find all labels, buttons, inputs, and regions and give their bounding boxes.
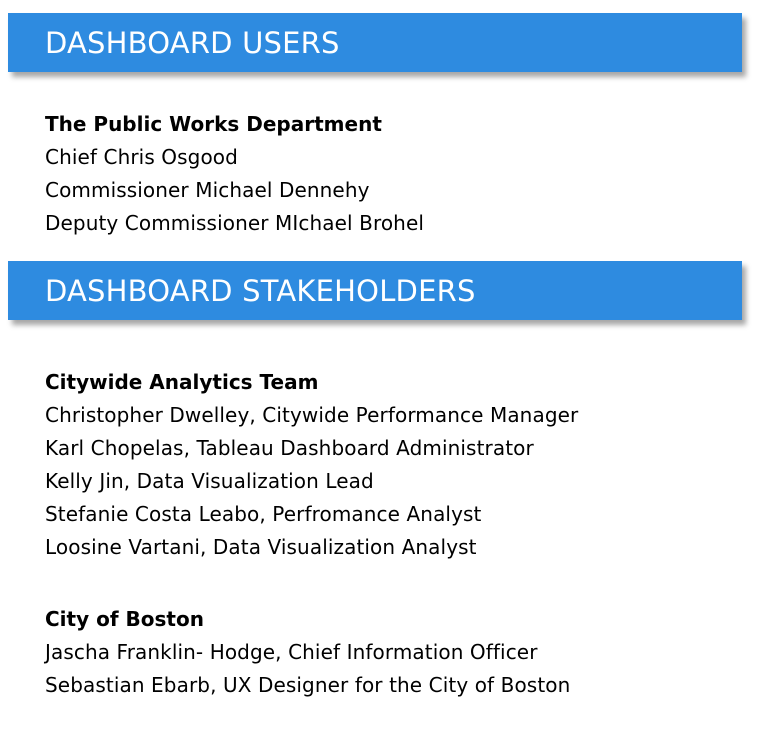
public-works-group <box>45 108 424 240</box>
stakeholder-entry: Christopher Dwelley, Citywide Performance Manager <box>45 403 579 427</box>
stakeholder-entry: Stefanie Costa Leabo, Perfromance Analyst <box>45 502 482 526</box>
citywide-analytics-group <box>45 366 578 564</box>
dashboard-stakeholders-heading: DASHBOARD STAKEHOLDERS <box>45 274 476 308</box>
stakeholder-entry: Loosine Vartani, Data Visualization Analyst <box>45 535 477 559</box>
stakeholder-entry: Jascha Franklin- Hodge, Chief Information Officer <box>45 640 538 664</box>
dashboard-stakeholders-banner <box>8 261 742 320</box>
stakeholder-entry: Karl Chopelas, Tableau Dashboard Administrator <box>45 436 534 460</box>
dashboard-users-banner <box>8 13 742 72</box>
group-title: The Public Works Department <box>45 112 382 136</box>
user-entry: Commissioner Michael Dennehy <box>45 178 370 202</box>
city-of-boston-group <box>45 603 570 702</box>
stakeholder-entry: Kelly Jin, Data Visualization Lead <box>45 469 374 493</box>
stakeholder-entry: Sebastian Ebarb, UX Designer for the City of Boston <box>45 673 571 697</box>
group-title: Citywide Analytics Team <box>45 370 319 394</box>
user-entry: Deputy Commissioner MIchael Brohel <box>45 211 425 235</box>
dashboard-users-heading: DASHBOARD USERS <box>45 26 340 60</box>
user-entry: Chief Chris Osgood <box>45 145 238 169</box>
group-title: City of Boston <box>45 607 204 631</box>
